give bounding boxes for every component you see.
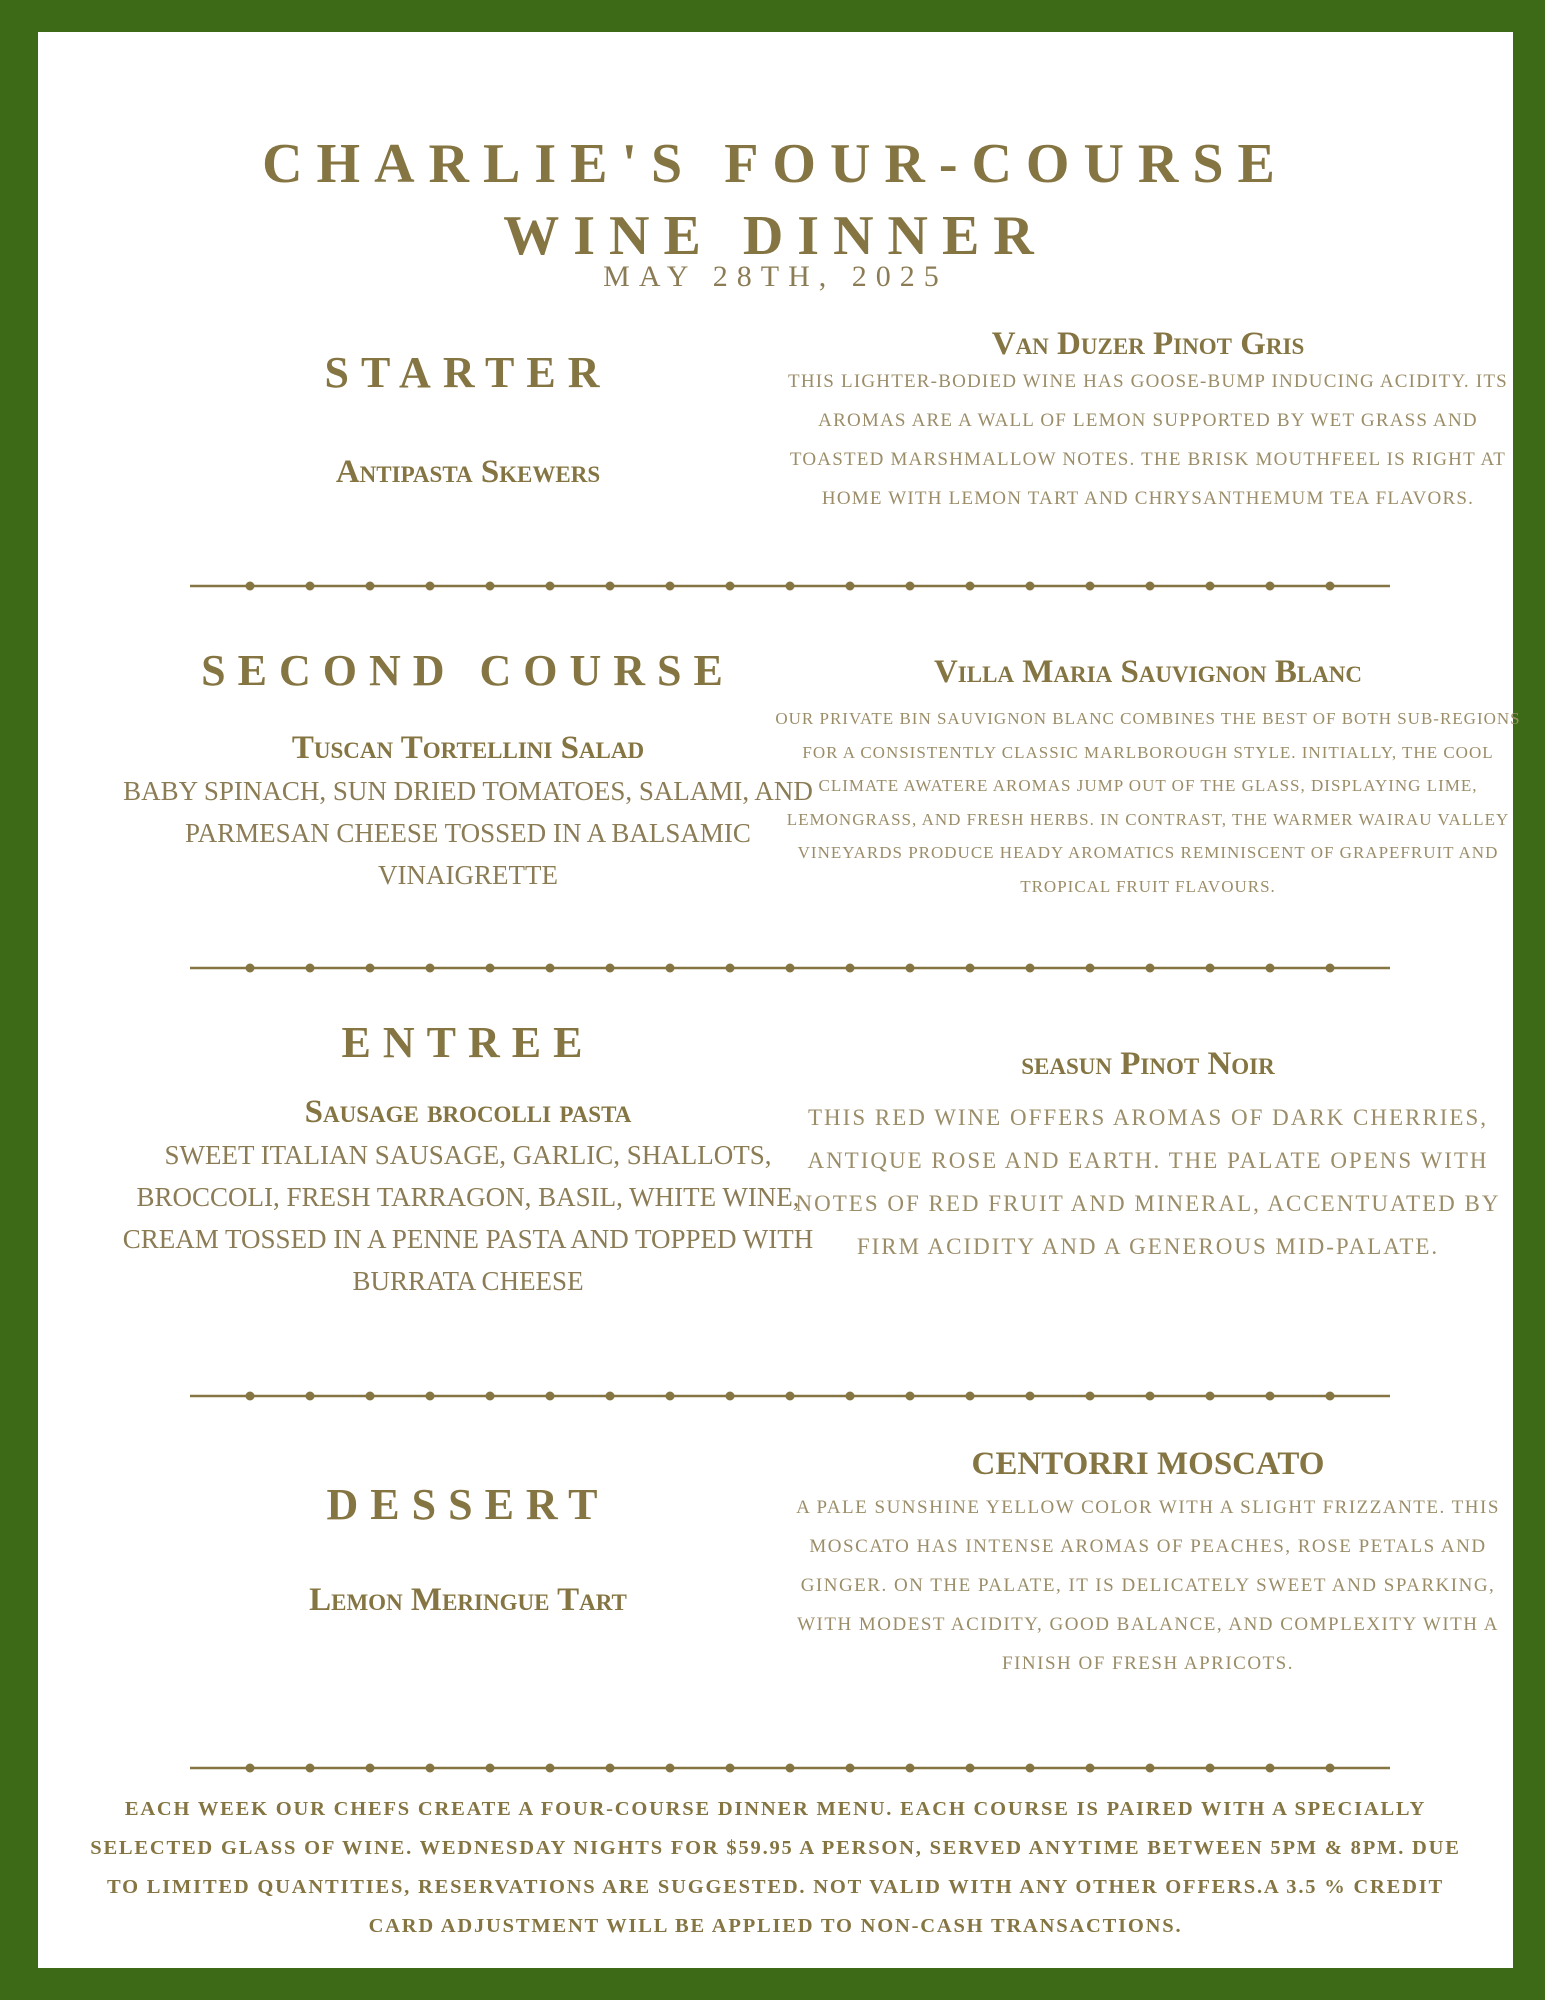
divider-dot — [1326, 964, 1335, 973]
footer-note: EACH WEEK OUR CHEFS CREATE A FOUR-COURSE DINNER MENU. EACH COURSE IS PAIRED WITH A SPECIALLY SELECTED GLASS OF WINE. WEDNESDAY NIGHTS FOR $59.95 A PERSON, SERVED ANYTIME BETWEEN 5PM & 8PM. DUE TO LIMITED QUANTITIES, RESERVATIONS ARE SUGGESTED. NOT VALID WITH ANY OTHER OFFERS.A 3.5 % CREDIT CARD ADJUSTMENT WILL BE APPLIED TO NON-CASH TRANSACTIONS. — [90, 1798, 1461, 1937]
ornamental-divider — [190, 578, 1390, 594]
wine-name-dessert: CENTORRI MOSCATO — [971, 1446, 1325, 1482]
menu-title-line1: CHARLIE'S FOUR-COURSE — [262, 133, 1289, 195]
ornamental-divider — [190, 960, 1390, 976]
divider-dot — [246, 964, 255, 973]
divider-dot — [426, 964, 435, 973]
divider-dot — [546, 582, 555, 591]
divider-dot — [1086, 1392, 1095, 1401]
divider-dot — [606, 1764, 615, 1773]
wine-description-entree: THIS RED WINE OFFERS AROMAS OF DARK CHERRIES, ANTIQUE ROSE AND EARTH. THE PALATE OPENS WITH NOTES OF RED FRUIT AND MINERAL, ACCENTUATED BY FIRM ACIDITY AND A GENEROUS MID-PALATE. — [795, 1105, 1501, 1259]
divider-dot — [846, 582, 855, 591]
divider-dot — [606, 1392, 615, 1401]
menu-title — [38, 128, 1513, 272]
divider-dot — [306, 1392, 315, 1401]
divider-dot — [906, 1392, 915, 1401]
dish-name-dessert: Lemon Meringue Tart — [309, 1582, 627, 1618]
divider-dot — [786, 582, 795, 591]
divider-dot — [606, 582, 615, 591]
divider-dot — [1266, 1764, 1275, 1773]
divider-dot — [546, 964, 555, 973]
divider-dot — [666, 1764, 675, 1773]
divider-dot — [786, 964, 795, 973]
divider-dot — [486, 582, 495, 591]
divider-dot — [1026, 1392, 1035, 1401]
divider-dot — [1026, 964, 1035, 973]
wine-description-dessert: A PALE SUNSHINE YELLOW COLOR WITH A SLIGHT FRIZZANTE. THIS MOSCATO HAS INTENSE AROMAS OF PEACHES, ROSE PETALS AND GINGER. ON THE PALATE, IT IS DELICATELY SWEET AND SPARKING, WITH MODEST ACIDITY, GOOD BALANCE, AND COMPLEXITY WITH A FINISH OF FRESH APRICOTS. — [796, 1497, 1500, 1674]
divider-dot — [1146, 1764, 1155, 1773]
wine-description-starter: THIS LIGHTER-BODIED WINE HAS GOOSE-BUMP INDUCING ACIDITY. ITS AROMAS ARE A WALL OF LEMON SUPPORTED BY WET GRASS AND TOASTED MARSHMALLOW NOTES. THE BRISK MOUTHFEEL IS RIGHT AT HOME WITH LEMON TART AND CHRYSANTHEMUM TEA FLAVORS. — [788, 371, 1508, 509]
ornamental-divider — [190, 1388, 1390, 1404]
menu-page — [38, 32, 1521, 1968]
divider-dot — [846, 1392, 855, 1401]
wine-name-starter: Van Duzer Pinot Gris — [991, 326, 1305, 362]
course-name-starter: STARTER — [324, 348, 612, 397]
divider-dot — [366, 964, 375, 973]
dish-name-starter: Antipasta Skewers — [335, 454, 601, 490]
course-name-dessert: DESSERT — [326, 1480, 610, 1529]
divider-dot — [246, 1764, 255, 1773]
divider-dot — [906, 1764, 915, 1773]
divider-dot — [606, 964, 615, 973]
divider-dot — [1086, 1764, 1095, 1773]
divider-dot — [966, 1764, 975, 1773]
divider-dot — [426, 1764, 435, 1773]
divider-dot — [1206, 1392, 1215, 1401]
divider-dot — [1326, 582, 1335, 591]
wine-name-entree: seasun Pinot Noir — [1021, 1046, 1275, 1082]
divider-dot — [486, 1392, 495, 1401]
ornamental-divider — [190, 1760, 1390, 1776]
divider-dot — [486, 1764, 495, 1773]
course-name-second: SECOND COURSE — [201, 646, 735, 695]
divider-dot — [966, 582, 975, 591]
divider-dot — [726, 582, 735, 591]
wine-name-second: Villa Maria Sauvignon Blanc — [933, 654, 1363, 690]
divider-dot — [366, 1764, 375, 1773]
divider-dot — [666, 582, 675, 591]
divider-dot — [546, 1764, 555, 1773]
divider-dot — [1146, 582, 1155, 591]
divider-dot — [666, 964, 675, 973]
divider-dot — [366, 582, 375, 591]
wine-description-second: OUR PRIVATE BIN SAUVIGNON BLANC COMBINES THE BEST OF BOTH SUB-REGIONS FOR A CONSISTENTLY CLASSIC MARLBOROUGH STYLE. INITIALLY, THE COOL CLIMATE AWATERE AROMAS JUMP OUT OF THE GLASS, DISPLAYING LIME, LEMONGRASS, AND FRESH HERBS. IN CONTRAST, THE WARMER WAIRAU VALLEY VINEYARDS PRODUCE HEADY AROMATICS REMINISCENT OF GRAPEFRUIT AND TROPICAL FRUIT FLAVOURS. — [775, 709, 1521, 896]
divider-dot — [306, 964, 315, 973]
dish-description-second: BABY SPINACH, SUN DRIED TOMATOES, SALAMI, AND PARMESAN CHEESE TOSSED IN A BALSAMIC VINAIGRETTE — [123, 776, 813, 890]
divider-dot — [846, 1764, 855, 1773]
dish-name-entree: Sausage brocolli pasta — [304, 1094, 632, 1130]
divider-dot — [546, 1392, 555, 1401]
course-name-entree: ENTREE — [341, 1018, 595, 1067]
divider-dot — [1206, 582, 1215, 591]
divider-dot — [906, 582, 915, 591]
divider-dot — [726, 1392, 735, 1401]
divider-dot — [1266, 1392, 1275, 1401]
menu-title-line2: WINE DINNER — [503, 205, 1048, 267]
divider-dot — [306, 582, 315, 591]
divider-dot — [726, 964, 735, 973]
divider-dot — [1146, 964, 1155, 973]
dish-description-entree: SWEET ITALIAN SAUSAGE, GARLIC, SHALLOTS, BROCCOLI, FRESH TARRAGON, BASIL, WHITE WINE, CREAM TOSSED IN A PENNE PASTA AND TOPPED WITH BURRATA CHEESE — [122, 1140, 814, 1296]
divider-dot — [246, 582, 255, 591]
divider-dot — [666, 1392, 675, 1401]
divider-dot — [1326, 1392, 1335, 1401]
divider-dot — [366, 1392, 375, 1401]
divider-dot — [1206, 964, 1215, 973]
divider-dot — [306, 1764, 315, 1773]
divider-dot — [966, 1392, 975, 1401]
divider-dot — [246, 1392, 255, 1401]
divider-dot — [906, 964, 915, 973]
divider-dot — [1146, 1392, 1155, 1401]
divider-dot — [1086, 582, 1095, 591]
divider-dot — [726, 1764, 735, 1773]
divider-dot — [1326, 1764, 1335, 1773]
event-date: MAY 28TH, 2025 — [603, 260, 948, 293]
divider-dot — [966, 964, 975, 973]
divider-dot — [486, 964, 495, 973]
dish-name-second: Tuscan Tortellini Salad — [291, 730, 645, 766]
divider-dot — [1086, 964, 1095, 973]
divider-dot — [426, 1392, 435, 1401]
divider-dot — [786, 1764, 795, 1773]
divider-dot — [426, 582, 435, 591]
divider-dot — [1206, 1764, 1215, 1773]
divider-dot — [846, 964, 855, 973]
divider-dot — [1266, 964, 1275, 973]
divider-dot — [1026, 582, 1035, 591]
divider-dot — [1266, 582, 1275, 591]
divider-dot — [786, 1392, 795, 1401]
divider-dot — [1026, 1764, 1035, 1773]
